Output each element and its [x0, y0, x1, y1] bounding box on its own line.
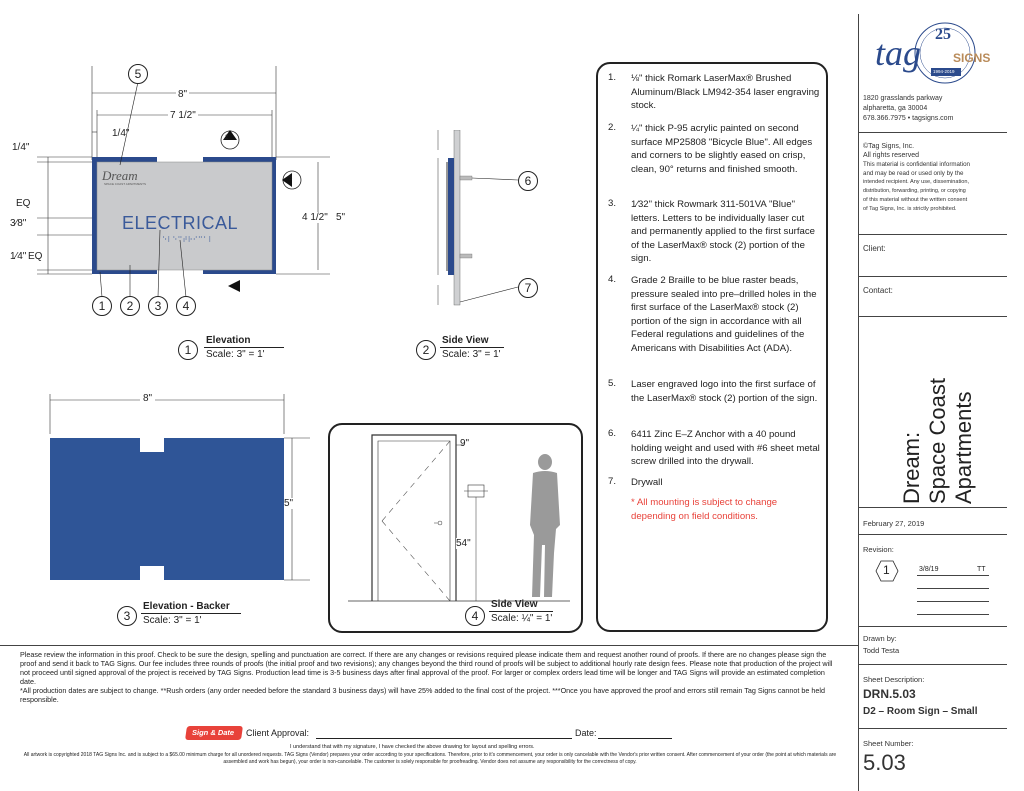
- note-3-number: 3.: [608, 198, 617, 209]
- drawn-by: Todd Testa: [863, 646, 900, 655]
- callout-1: 1: [92, 296, 112, 316]
- view-number-3: 3: [117, 606, 137, 626]
- elevation-drawing: [0, 60, 330, 330]
- sign-room-text: ELECTRICAL: [122, 213, 239, 233]
- view-scale-4: Scale: ¼" = 1': [491, 613, 553, 624]
- note-2-number: 2.: [608, 122, 617, 133]
- view-number-4: 4: [465, 606, 485, 626]
- note-1-number: 1.: [608, 72, 617, 83]
- address-line-1: 1820 grasslands parkway: [863, 95, 943, 102]
- logo-signs: SIGNS: [953, 51, 991, 65]
- note-4: Grade 2 Braille to be blue raster beads, pressure sealed into pre–drilled holes in the first surface of the LaserMax® stock (2) portion of the sign in accordance with all Federal regulations and guidelines of the Americans with Disabilities Act (ADA).: [631, 275, 817, 354]
- client-approval-line[interactable]: [316, 738, 572, 739]
- revision-initials: TT: [977, 566, 986, 573]
- section-marker-3: 3: [289, 176, 293, 182]
- view-title-1: Elevation: [206, 335, 251, 346]
- logo-tagline: 1994-2019: [933, 69, 955, 74]
- disclaimer-paragraph-2: *All production dates are subject to change. **Rush orders (any order needed before the standard 3 business days) will have 25% added to the final cost of the project. ***Once you have approved the proof and errors still remain Tag Signs cannot be held responsible.: [20, 686, 825, 704]
- sheet-number-label: Sheet Number:: [863, 739, 914, 748]
- view-number-2: 2: [416, 340, 436, 360]
- dim-width: 8": [178, 89, 188, 100]
- copyright-fine-print: All artwork is copyrighted 2018 TAG Signs Inc. and is subject to a $65.00 minimum charge for all unordered requests. TAG Signs (Vendor) prepares your order according to your specifications. Therefore, prior to it's commencement, your order is only cancelable with the Vendor's prior written consent. After commencement of your order (the point at which materials are assembled and work has begun), your order is non-cancelable. The customer is solely responsible for proofreading. Vendor does not assume any responsibility for the correctness of copy.: [23, 752, 837, 765]
- disclaimer-paragraph-1: Please review the information in this proof. Check to be sure the design, spelling and punctuation are correct. If there are any changes or revisions required please indicate them and request another round of proofs. If there are no changes please sign the proof and send it back to TAG Signs. Our fee includes three rounds of proofs (the initial proof and two revisions); any changes beyond the third round of proofs will be subject to additional hourly rate design fees. Please note that production of the project will not proceed until signed approval of the project is received by TAG Signs. Production lead time is 3-5 business days after final approval of the proof. For larger or complex orders lead time will be longer and TAG Signs will provide an estimated completion date.: [20, 650, 833, 686]
- mounting-drawing: [330, 425, 581, 631]
- copyright-line: of this material without the written consent: [863, 197, 968, 203]
- sheet-number: 5.03: [863, 750, 906, 775]
- note-1: ⅛" thick Romark LaserMax® Brushed Aluminum/Black LM942-354 laser engraving stock.: [631, 73, 820, 112]
- proof-date: February 27, 2019: [863, 519, 925, 528]
- project-title-line-3: Apartments: [951, 391, 976, 504]
- callout-3: 3: [148, 296, 168, 316]
- mounting-view-panel: [328, 423, 583, 633]
- copyright-line: ©Tag Signs, Inc.: [863, 143, 915, 150]
- understand-statement: I understand that with my signature, I have checked the above drawing for layout and spelling errors.: [290, 744, 535, 750]
- dim-three-eighths: 3⁄8": [10, 218, 27, 229]
- copyright-line: distribution, forwarding, printing, or copying: [863, 188, 966, 194]
- view-title-3: Elevation - Backer: [143, 601, 230, 612]
- note-3: 1⁄32" thick Rowmark 311-501VA "Blue" letters. Letters to be individually laser cut and permanently applied to the first surface of the LaserMax® stock (2) portion of the sign.: [631, 199, 815, 265]
- note-7-number: 7.: [608, 476, 617, 487]
- section-marker-2: 2: [225, 135, 229, 141]
- dim-eq-top: EQ: [16, 198, 31, 209]
- view-title-2: Side View: [442, 335, 489, 346]
- phone-web: 678.366.7975 • tagsigns.com: [863, 115, 954, 122]
- project-title-line-1: Dream:: [899, 431, 924, 504]
- proof-disclaimer: [20, 650, 840, 704]
- copyright-line: This material is confidential information: [863, 161, 970, 168]
- view-number-1: 1: [178, 340, 198, 360]
- logo-years: 25: [935, 26, 951, 43]
- sign-logo: Dream: [102, 168, 138, 183]
- revision-number: 1: [883, 563, 890, 577]
- dim-quarter-left: 1/4": [12, 142, 30, 153]
- project-title: [899, 284, 989, 504]
- callout-6: 6: [518, 171, 538, 191]
- copyright-line: intended recipient. Any use, dissemination,: [863, 179, 970, 185]
- callout-4: 4: [176, 296, 196, 316]
- dim-inset: 7 1/2": [170, 110, 196, 121]
- copyright-line: and may be read or used only by the: [863, 170, 964, 177]
- sign-badge-text: Sign & Date: [192, 728, 235, 737]
- mounting-note: * All mounting is subject to change depending on field conditions.: [631, 497, 778, 522]
- date-label: Date:: [575, 728, 597, 738]
- client-label: Client:: [863, 244, 886, 253]
- dim-above-door: 9": [460, 438, 470, 449]
- callout-7: 7: [518, 278, 538, 298]
- dim-mount-height: 54": [456, 538, 471, 549]
- note-6-number: 6.: [608, 428, 617, 439]
- project-title-line-2: Space Coast: [925, 378, 950, 504]
- sign-braille: ⠑⠇⠑⠉⠞⠗⠊⠉⠁⠇: [162, 237, 214, 244]
- sheet-description: D2 – Room Sign – Small: [863, 706, 978, 717]
- dim-height-inner: 4 1/2": [302, 212, 328, 223]
- dim-quarter-bottom: 1⁄4": [10, 251, 27, 262]
- dim-quarter: 1/4": [112, 128, 130, 139]
- drawn-by-label: Drawn by:: [863, 634, 897, 643]
- copyright-line: of Tag Signs, Inc. is strictly prohibited.: [863, 206, 957, 212]
- title-block: [858, 14, 1007, 791]
- revision-label: Revision:: [863, 545, 894, 554]
- note-5: Laser engraved logo into the first surface of the LaserMax® stock (2) portion of the sign.: [631, 379, 818, 404]
- callout-5: 5: [128, 64, 148, 84]
- client-approval-label: Client Approval:: [246, 728, 310, 738]
- view-title-4: Side View: [491, 599, 538, 610]
- note-2: ¼" thick P-95 acrylic painted on second surface MP25808 "Bicycle Blue". All edges and corners to be slightly eased on crisp, clean, 90° returns and finished smooth.: [631, 123, 813, 175]
- sign-logo-sub: SPACE COAST APARTMENTS: [104, 182, 146, 186]
- dim-height: 5": [336, 212, 346, 223]
- backer-drawing: [40, 388, 320, 588]
- logo-brand: tag: [875, 33, 922, 73]
- copyright-line: All rights reserved: [863, 152, 920, 159]
- view-scale-3: Scale: 3" = 1': [143, 615, 202, 626]
- note-6: 6411 Zinc E–Z Anchor with a 40 pound holding weight and used with #6 sheet metal screw drilled into the drywall.: [631, 429, 820, 468]
- note-7: Drywall: [631, 477, 663, 488]
- note-4-number: 4.: [608, 274, 617, 285]
- sheet-code: DRN.5.03: [863, 687, 916, 701]
- contact-label: Contact:: [863, 286, 893, 295]
- note-5-number: 5.: [608, 378, 617, 389]
- address-line-2: alpharetta, ga 30004: [863, 105, 928, 112]
- sheet-desc-label: Sheet Description:: [863, 675, 925, 684]
- notes-panel: [596, 62, 828, 632]
- dim-backer-width: 8": [140, 393, 155, 404]
- callout-2: 2: [120, 296, 140, 316]
- dim-eq-bottom: EQ: [28, 251, 43, 262]
- revision-date: 3/8/19: [919, 566, 939, 573]
- date-line[interactable]: [598, 738, 672, 739]
- dim-backer-height: 5": [284, 498, 294, 509]
- view-scale-2: Scale: 3" = 1': [442, 349, 501, 360]
- view-scale-1: Scale: 3" = 1': [206, 349, 265, 360]
